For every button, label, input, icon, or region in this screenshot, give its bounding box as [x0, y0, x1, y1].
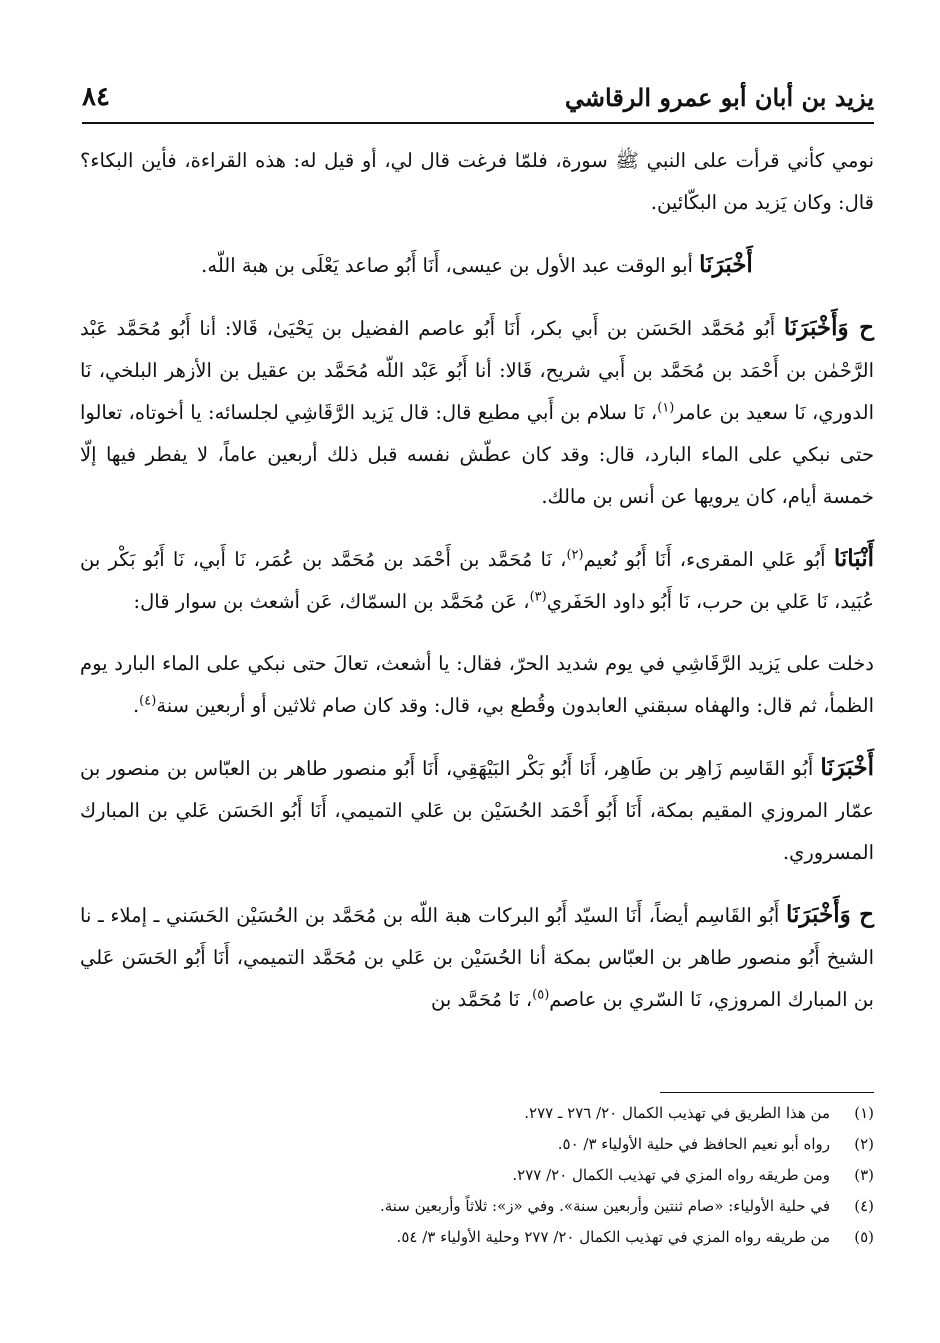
page-header — [82, 56, 874, 112]
paragraph-2 — [80, 244, 874, 287]
paragraph-text: . — [132, 694, 140, 717]
footnote-item — [114, 1222, 874, 1253]
paragraph-1 — [80, 140, 874, 224]
paragraph-text: ، عَن مُحَمَّد بن السمّاك، عَن أشعث بن سوار قال: — [133, 590, 530, 613]
footnote-item — [114, 1129, 874, 1160]
transmission-keyword: ح وَأَخْبَرَنَا — [785, 901, 874, 928]
paragraph-text: أَبُو عَلي المقرىء، أَنَا أَبُو نُعيم — [583, 548, 834, 571]
footnote-reference: (٤) — [139, 693, 157, 709]
footnote-number: (٤) — [854, 1197, 874, 1215]
paragraph-text: أَبُو القَاسِم زَاهِر بن طَاهِر، أَنَا أَبُو بَكْر البَيْهَقِي، أَنَا أَبُو منصور طاهر بن العبّاس بن منصور بن عمّار المروزي المقيم بمكة، أَنَا أَبُو أَحْمَد الحُسَيْن بن عَلي التميمي، أَنَا أَبُو الحَسَن عَلي بن المبارك المسروري. — [80, 757, 874, 864]
footnote-reference: (٣) — [529, 589, 547, 605]
transmission-keyword: أَخْبَرَنَا — [699, 251, 753, 278]
footnote-number: (١) — [854, 1104, 874, 1122]
footnote-number: (٣) — [854, 1166, 874, 1184]
paragraph-text: ، نَا مُحَمَّد بن أَحْمَد بن مُحَمَّد بن عُمَر، نَا أَبي، نَا أَبُو بَكْر بن عُبَيد، نَا عَلي بن حرب، نَا أَبُو داود الحَفَري — [80, 548, 874, 613]
footnote-number: (٥) — [854, 1228, 874, 1246]
footnote-reference: (٥) — [532, 987, 550, 1003]
footnotes — [114, 1098, 874, 1253]
paragraph-text: ، نَا مُحَمَّد بن — [431, 988, 533, 1011]
main-text — [80, 140, 874, 1041]
footnote-item — [114, 1098, 874, 1129]
paragraph-text: ، نَا سلام بن أَبي مطيع قال: قال يَزيد الرَّقَاشِي لجلسائه: يا أخوتاه، تعالوا حتى نبكي على الماء البارد، قال: وقد كان عطّش نفسه قبل ذلك أربعين عاماً، لا يفطر فيها إلّا خمسة أيام، كان يرويها عن أنس بن مالك. — [80, 401, 874, 508]
footnote-item — [114, 1191, 874, 1222]
footnote-reference: (٢) — [566, 547, 584, 563]
footnote-item — [114, 1160, 874, 1191]
page-number: ٨٤ — [82, 82, 110, 112]
paragraph-5 — [80, 643, 874, 727]
footnote-text: ومن طريقه رواه المزي في تهذيب الكمال ٢٠/ ٢٧٧. — [512, 1166, 830, 1184]
running-title: يزيد بن أبان أبو عمرو الرقاشي — [564, 83, 874, 112]
paragraph-7 — [80, 894, 874, 1021]
paragraph-text: نومي كأني قرأت على النبي ﷺ سورة، فلمّا فرغت قال لي، أو قيل له: هذه القراءة، فأين البكاء؟ قال: وكان يَزيد من البكّائين. — [80, 149, 874, 214]
footnote-text: رواه أبو نعيم الحافظ في حلية الأولياء ٣/ ٥٠. — [557, 1135, 830, 1153]
header-divider — [82, 122, 874, 124]
footnote-number: (٢) — [854, 1135, 874, 1153]
paragraph-text: أبو الوقت عبد الأول بن عيسى، أَنَا أَبُو صاعد يَعْلَى بن هبة اللّه. — [201, 254, 700, 277]
paragraph-text: أَبُو مُحَمَّد الحَسَن بن أَبي بكر، أَنَا أَبُو عاصم الفضيل بن يَحْيَىٰ، قَالا: أنا أَبُو مُحَمَّد عَبْد الرَّحْمٰن بن أَحْمَد بن مُحَمَّد بن أَبي شريح، قَالا: أنا أَبُو عَبْد اللّه مُحَمَّد بن عقيل بن الأزهر البلخي، نَا الدوري، نَا سعيد بن عامر — [80, 317, 874, 424]
footnote-divider — [660, 1092, 874, 1093]
footnote-reference: (١) — [657, 400, 675, 416]
paragraph-4 — [80, 538, 874, 623]
paragraph-6 — [80, 747, 874, 874]
footnote-text: من طريقه رواه المزي في تهذيب الكمال ٢٠/ ٢٧٧ وحلية الأولياء ٣/ ٥٤. — [396, 1228, 830, 1246]
transmission-keyword: أَخْبَرَنَا — [820, 754, 874, 781]
paragraph-text: دخلت على يَزيد الرَّقَاشِي في يوم شديد الحرّ، فقال: يا أشعث، تعالَ حتى نبكي على الماء البارد يوم الظمأ، ثم قال: والهفاه سبقني العابدون وقُطع بي، قال: وقد كان صام ثلاثين أو أربعين سنة — [80, 652, 874, 717]
footnote-text: في حلية الأولياء: «صام ثنتين وأربعين سنة». وفي «ز»: ثلاثاً وأربعين سنة. — [379, 1197, 830, 1215]
paragraph-text: أَبُو القَاسِم أيضاً، أَنَا السيّد أَبُو البركات هبة اللّه بن مُحَمَّد بن الحُسَيْن الحَسَني ـ إملاء ـ نا الشيخ أَبُو منصور طاهر بن العبّاس بمكة أنا الحُسَيْن بن عَلي بن مُحَمَّد التميمي، أَنَا أَبُو الحَسَن عَلي بن المبارك المروزي، نَا السّري بن عاصم — [80, 904, 874, 1011]
transmission-keyword: ح وَأَخْبَرَنَا — [783, 314, 874, 341]
footnote-text: من هذا الطريق في تهذيب الكمال ٢٠/ ٢٧٦ ـ ٢٧٧. — [524, 1104, 830, 1122]
paragraph-3 — [80, 307, 874, 518]
transmission-keyword: أَنْبَانَا — [833, 545, 874, 572]
